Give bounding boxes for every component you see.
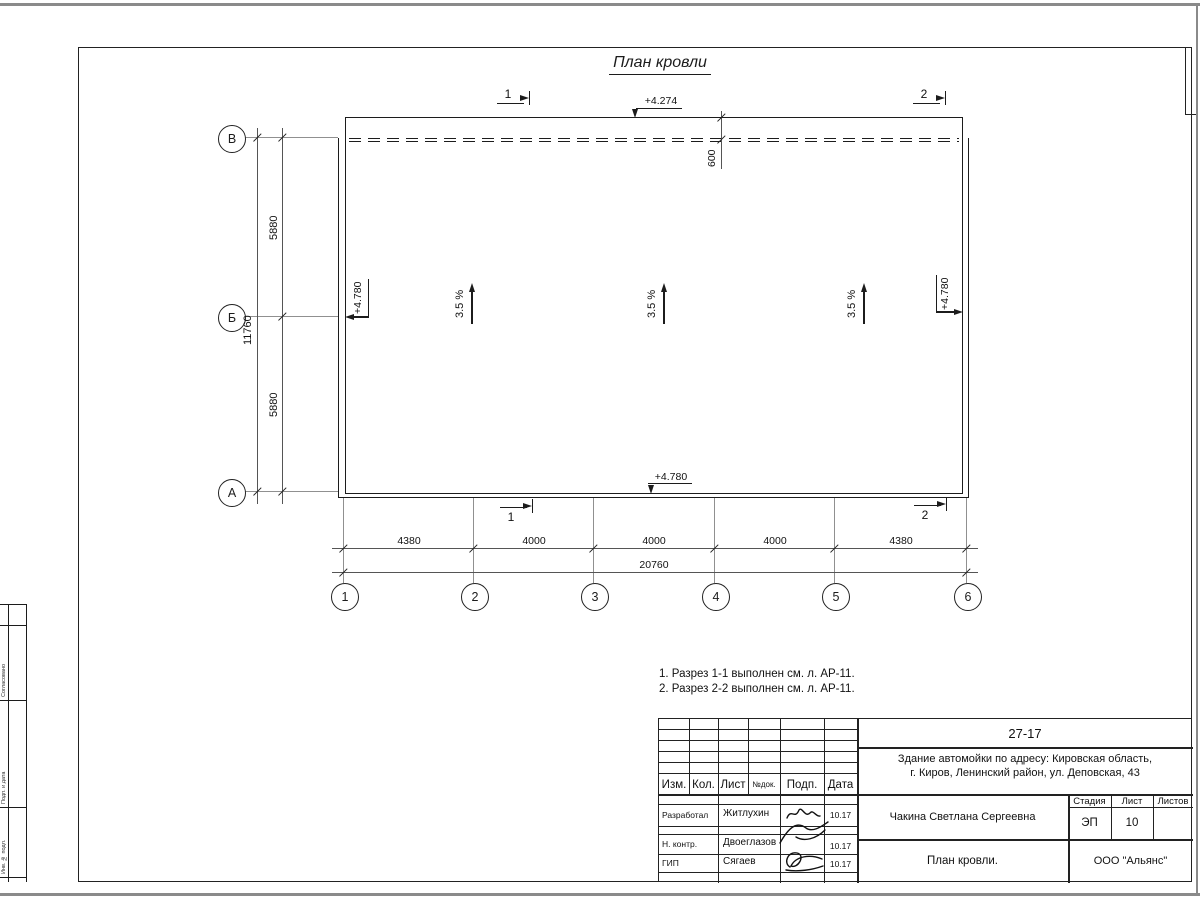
section-bar xyxy=(946,497,947,511)
dimline-left-total xyxy=(257,128,258,504)
elevation-left: +4.780 xyxy=(352,281,364,315)
slope-arrow-head-3 xyxy=(861,283,867,292)
tb-col-izm: Изм. xyxy=(661,778,687,791)
elevation-bottom-underline xyxy=(648,483,692,484)
strip-label-soglasovano: Согласовано xyxy=(1,663,7,697)
axis-circle-6 xyxy=(954,583,982,611)
tb-company: ООО "Альянс" xyxy=(1093,855,1168,867)
dim-left-segment-1: 5880 xyxy=(268,215,280,241)
dim-bottom-segment-4: 4000 xyxy=(763,535,787,547)
tb-stage-value: ЭП xyxy=(1081,817,1098,829)
gridline-3 xyxy=(593,498,594,583)
tb-role-gip: ГИП xyxy=(662,858,679,868)
strip-hline xyxy=(0,625,27,626)
section-bar xyxy=(532,499,533,513)
tb-role-razrabotal: Разработал xyxy=(662,810,709,820)
tb-col-kol: Кол. xyxy=(692,778,715,791)
tb-hline xyxy=(659,854,857,855)
section-arrow xyxy=(937,501,946,507)
dim-left-segment-2: 5880 xyxy=(268,392,280,418)
gridline-2 xyxy=(473,498,474,583)
tb-name-syagaev: Сягаев xyxy=(723,856,756,867)
tb-date-2: 10.17 xyxy=(829,841,852,851)
section-mark-1-bottom: 1 xyxy=(507,510,515,524)
section-mark-1-top: 1 xyxy=(504,87,512,101)
signature-dvoeglazov-icon xyxy=(777,817,831,847)
section-arrow xyxy=(523,503,532,509)
axis-label-B: Б xyxy=(227,311,237,325)
strip-hline xyxy=(0,877,27,878)
dimline-bottom-segments xyxy=(332,548,978,549)
elevation-left-arrow xyxy=(345,314,354,320)
section-bar xyxy=(945,91,946,105)
axis-circle-V xyxy=(218,125,246,153)
tb-stage-label: Стадия xyxy=(1073,795,1106,807)
elevation-right-underline xyxy=(936,275,937,313)
dimline-bottom-total xyxy=(332,572,978,573)
sheet-edge-top xyxy=(0,3,1200,6)
dim-bottom-segment-3: 4000 xyxy=(642,535,666,547)
tb-sheet-value: 10 xyxy=(1125,817,1139,829)
dim-left-total: 11760 xyxy=(242,315,254,345)
tb-date-3: 10.17 xyxy=(829,859,852,869)
section-arrow xyxy=(936,95,945,101)
axis-label-V: В xyxy=(227,132,237,146)
axis-label-A: А xyxy=(227,486,237,500)
slope-label-3: 3.5 % xyxy=(846,289,858,319)
dim-bottom-segment-2: 4000 xyxy=(522,535,546,547)
axis-circle-4 xyxy=(702,583,730,611)
gridline-4 xyxy=(714,498,715,583)
parapet-dashed-line-2 xyxy=(349,141,959,142)
sheet-edge-bottom xyxy=(0,893,1200,896)
tb-client: Чакина Светлана Сергеевна xyxy=(889,811,1036,823)
elevation-left-underline xyxy=(368,279,369,317)
axis-label-2: 2 xyxy=(471,590,479,604)
strip-hline xyxy=(0,807,27,808)
section-bar xyxy=(529,91,530,105)
axis-label-5: 5 xyxy=(832,590,840,604)
elevation-bottom: +4.780 xyxy=(654,471,688,483)
dim-bottom-segment-5: 4380 xyxy=(889,535,913,547)
elevation-bottom-arrow xyxy=(648,485,654,494)
signature-syagaev-icon xyxy=(780,847,826,873)
strip-label-inv-podl: Инв. № подл. xyxy=(1,839,7,874)
dim-bottom-segment-1: 4380 xyxy=(397,535,421,547)
gridline-5 xyxy=(834,498,835,583)
note-1: 1. Разрез 1-1 выполнен см. л. АР-11. xyxy=(659,668,855,680)
tb-sheets-label: Листов xyxy=(1157,795,1189,807)
axis-label-1: 1 xyxy=(341,590,349,604)
elevation-right: +4.780 xyxy=(939,277,951,311)
tb-hline xyxy=(857,747,1193,749)
slope-label-1: 3.5 % xyxy=(454,289,466,319)
title-block xyxy=(658,718,1192,882)
sheet-edge-right xyxy=(1196,3,1198,896)
tb-date-1: 10.17 xyxy=(829,810,852,820)
axis-label-4: 4 xyxy=(712,590,720,604)
axis-label-6: 6 xyxy=(964,590,972,604)
axis-circle-2 xyxy=(461,583,489,611)
tb-project-line1: Здание автомойки по адресу: Кировская область, xyxy=(897,753,1153,765)
tb-role-nkontr: Н. контр. xyxy=(662,839,698,849)
strip-hline xyxy=(0,604,27,605)
tb-sheet-label: Лист xyxy=(1121,795,1143,807)
tb-col-ndok: №док. xyxy=(752,780,776,789)
tb-hline xyxy=(659,872,857,873)
tb-doc-number: 27-17 xyxy=(1008,725,1042,741)
tb-hline xyxy=(659,804,857,805)
strip-vline-outer xyxy=(26,604,27,882)
slope-arrow-head-2 xyxy=(661,283,667,292)
slope-arrow-head-1 xyxy=(469,283,475,292)
page-title: План кровли xyxy=(609,54,711,75)
frame-corner-box xyxy=(1185,47,1196,115)
slope-label-2: 3.5 % xyxy=(646,289,658,319)
slope-arrow-line-3 xyxy=(863,291,864,324)
dim-parapet-offset: 600 xyxy=(706,149,718,167)
slope-arrow-line-2 xyxy=(663,291,664,324)
page-title-wrap xyxy=(585,53,735,75)
tb-project-line2: г. Киров, Ленинский район, ул. Деповская, 43 xyxy=(910,767,1140,779)
tb-vline xyxy=(718,719,719,883)
tb-name-zhitlukhin: Житлухин xyxy=(723,808,770,819)
section-mark-2-bottom: 2 xyxy=(921,508,929,522)
axis-circle-1 xyxy=(331,583,359,611)
strip-hline xyxy=(0,700,27,701)
tb-name-dvoeglazov: Двоеглазов xyxy=(723,837,777,848)
tb-col-data: Дата xyxy=(827,778,854,791)
tb-col-list: Лист xyxy=(720,778,746,791)
elevation-top: +4.274 xyxy=(644,95,678,107)
axis-label-3: 3 xyxy=(591,590,599,604)
parapet-dashed-line-1 xyxy=(349,138,959,139)
tb-col-podp: Подп. xyxy=(786,778,818,791)
axis-circle-A xyxy=(218,479,246,507)
elevation-top-arrow xyxy=(632,109,638,118)
strip-label-podp-data: Подп. и дата xyxy=(1,771,7,804)
section-line xyxy=(913,103,940,104)
section-line xyxy=(497,103,524,104)
strip-vline-inner xyxy=(8,604,9,882)
elevation-top-underline xyxy=(636,108,682,109)
tb-sheet-title: План кровли. xyxy=(927,855,998,867)
elevation-right-arrow xyxy=(954,309,963,315)
axis-circle-3 xyxy=(581,583,609,611)
section-arrow xyxy=(520,95,529,101)
axis-circle-5 xyxy=(822,583,850,611)
section-mark-2-top: 2 xyxy=(920,87,928,101)
note-2: 2. Разрез 2-2 выполнен см. л. АР-11. xyxy=(659,683,855,695)
dim-bottom-total: 20760 xyxy=(639,559,669,571)
slope-arrow-line-1 xyxy=(471,291,472,324)
